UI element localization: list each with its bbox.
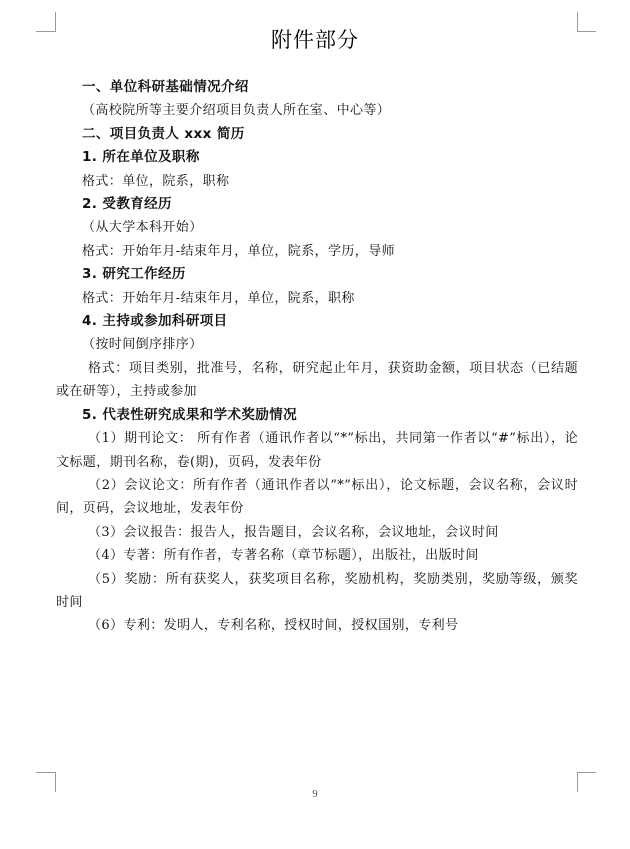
section-note-unit-research: （高校院所等主要介绍项目负责人所在室、中心等） xyxy=(82,103,391,119)
note-education: （从大学本科开始） xyxy=(82,220,203,236)
list-item-patents: （6）专利：发明人，专利名称，授权时间，授权国别，专利号 xyxy=(88,618,459,634)
subheading-unit-title: 1. 所在单位及职称 xyxy=(82,149,200,166)
format-work-experience: 格式：开始年月-结束年月，单位，院系，职称 xyxy=(82,290,355,306)
crop-mark-bottom-left-h xyxy=(36,772,55,773)
document-body xyxy=(56,76,578,638)
page-number: 9 xyxy=(312,788,318,800)
subheading-work-experience: 3. 研究工作经历 xyxy=(82,266,186,283)
list-item-journal-papers: （1）期刊论文： 所有作者（通讯作者以“*”标出，共同第一作者以“#”标出），论文标题，期刊名称，卷(期)，页码，发表年份 xyxy=(56,431,578,470)
subheading-achievements: 5. 代表性研究成果和学术奖励情况 xyxy=(82,406,298,423)
note-research-projects: （按时间倒序排序） xyxy=(82,337,203,353)
list-item-monographs: （4）专著：所有作者，专著名称（章节标题），出版社，出版时间 xyxy=(88,548,479,564)
list-item-conference-papers: （2）会议论文：所有作者（通讯作者以“*”标出），论文标题，会议名称，会议时间，页码，会议地址，发表年份 xyxy=(56,477,578,517)
list-item-awards: （5）奖励：所有获奖人，获奖项目名称，奖励机构，奖励类别，奖励等级，颁奖时间 xyxy=(56,571,578,610)
format-education: 格式：开始年月-结束年月，单位，院系，学历，导师 xyxy=(82,243,395,259)
format-unit-title: 格式：单位，院系，职称 xyxy=(82,173,230,189)
subheading-education: 2. 受教育经历 xyxy=(82,196,172,213)
format-research-projects: 格式：项目类别，批准号，名称，研究起止年月，获资助金额，项目状态（已结题或在研等），主持或参加 xyxy=(56,360,578,400)
section-heading-unit-research: 一、单位科研基础情况介绍 xyxy=(82,79,249,95)
crop-mark-bottom-right-h xyxy=(577,772,596,773)
list-item-conference-reports: （3）会议报告：报告人，报告题目，会议名称，会议地址，会议时间 xyxy=(88,524,499,540)
subheading-research-projects: 4. 主持或参加科研项目 xyxy=(82,313,228,330)
page-title: 附件部分 xyxy=(271,28,359,52)
section-heading-resume: 二、项目负责人 xxx 简历 xyxy=(82,125,245,142)
